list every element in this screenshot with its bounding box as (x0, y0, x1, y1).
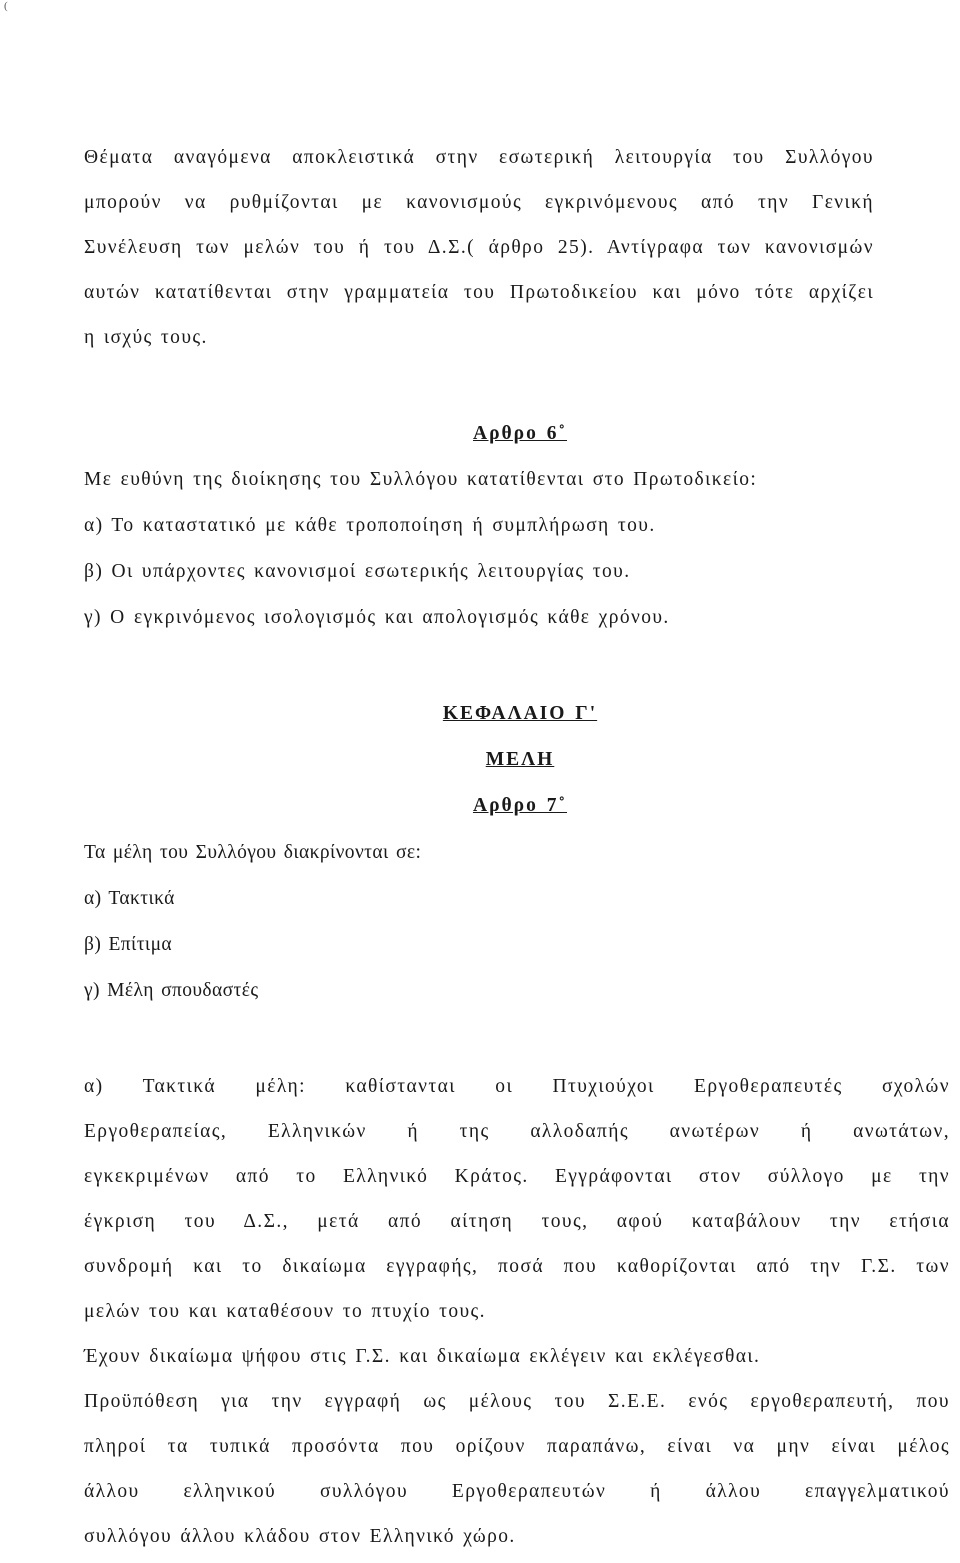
article-7-heading: Αρθρο 7˚ (472, 795, 567, 816)
article-line: γ) Ο εγκρινόμενος ισολογισμός και απολογισμός κάθε χρόνου. (84, 607, 670, 628)
paragraph-line: η ισχύς τους. (84, 327, 208, 348)
paragraph-line: έγκριση του Δ.Σ., μετά από αίτηση τους, αφού καταβάλουν την ετήσια (84, 1211, 950, 1232)
paragraph-line: άλλου ελληνικού συλλόγου Εργοθεραπευτών ή άλλου επαγγελματικού (84, 1481, 950, 1502)
corner-mark: ( (4, 0, 8, 12)
paragraph-line: Προϋπόθεση για την εγγραφή ως μέλους του Σ.Ε.Ε. ενός εργοθεραπευτή, που (84, 1391, 950, 1412)
paragraph-line: Έχουν δικαίωμα ψήφου στις Γ.Σ. και δικαίωμα εκλέγειν και εκλέγεσθαι. (84, 1346, 761, 1367)
article-line: β) Οι υπάρχοντες κανονισμοί εσωτερικής λειτουργίας του. (84, 561, 631, 582)
paragraph-line: Θέματα αναγόμενα αποκλειστικά στην εσωτερική λειτουργία του Συλλόγου (84, 147, 874, 168)
paragraph-line: μελών του και καταθέσουν το πτυχίο τους. (84, 1301, 486, 1322)
paragraph-line: συλλόγου άλλου κλάδου στον Ελληνικό χώρο. (84, 1526, 516, 1547)
chapter-title: ΚΕΦΑΛΑΙΟ Γ' (442, 703, 598, 724)
article-line: α) Το καταστατικό με κάθε τροποποίηση ή συμπλήρωση του. (84, 515, 656, 536)
paragraph-line: α) Τακτικά μέλη: καθίστανται οι Πτυχιούχοι Εργοθεραπευτές σχολών (84, 1076, 950, 1097)
paragraph-line: αυτών κατατίθενται στην γραμματεία του Πρωτοδικείου και μόνο τότε αρχίζει (84, 282, 874, 303)
paragraph-line: Συνέλευση των μελών του ή του Δ.Σ.( άρθρο 25). Αντίγραφα των κανονισμών (84, 237, 874, 258)
list-item: γ) Μέλη σπουδαστές (84, 980, 259, 1001)
list-item: α) Τακτικά (84, 888, 175, 909)
paragraph-line: πληροί τα τυπικά προσόντα που ορίζουν παραπάνω, είναι να μην είναι μέλος (84, 1436, 950, 1457)
list-intro: Τα μέλη του Συλλόγου διακρίνονται σε: (84, 842, 422, 863)
list-item: β) Επίτιμα (84, 934, 173, 955)
paragraph-line: εγκεκριμένων από το Ελληνικό Κράτος. Εγγράφονται στον σύλλογο με την (84, 1166, 950, 1187)
article-line: Με ευθύνη της διοίκησης του Συλλόγου κατατίθενται στο Πρωτοδικείο: (84, 469, 758, 490)
chapter-subtitle: ΜΕΛΗ (485, 749, 555, 770)
paragraph-line: συνδρομή και το δικαίωμα εγγραφής, ποσά που καθορίζονται από την Γ.Σ. των (84, 1256, 950, 1277)
paragraph-line: Εργοθεραπείας, Ελληνικών ή της αλλοδαπής ανωτέρων ή ανωτάτων, (84, 1121, 950, 1142)
article-6-heading: Αρθρο 6˚ (472, 423, 567, 444)
paragraph-line: μπορούν να ρυθμίζονται με κανονισμούς εγκρινόμενους από την Γενική (84, 192, 874, 213)
